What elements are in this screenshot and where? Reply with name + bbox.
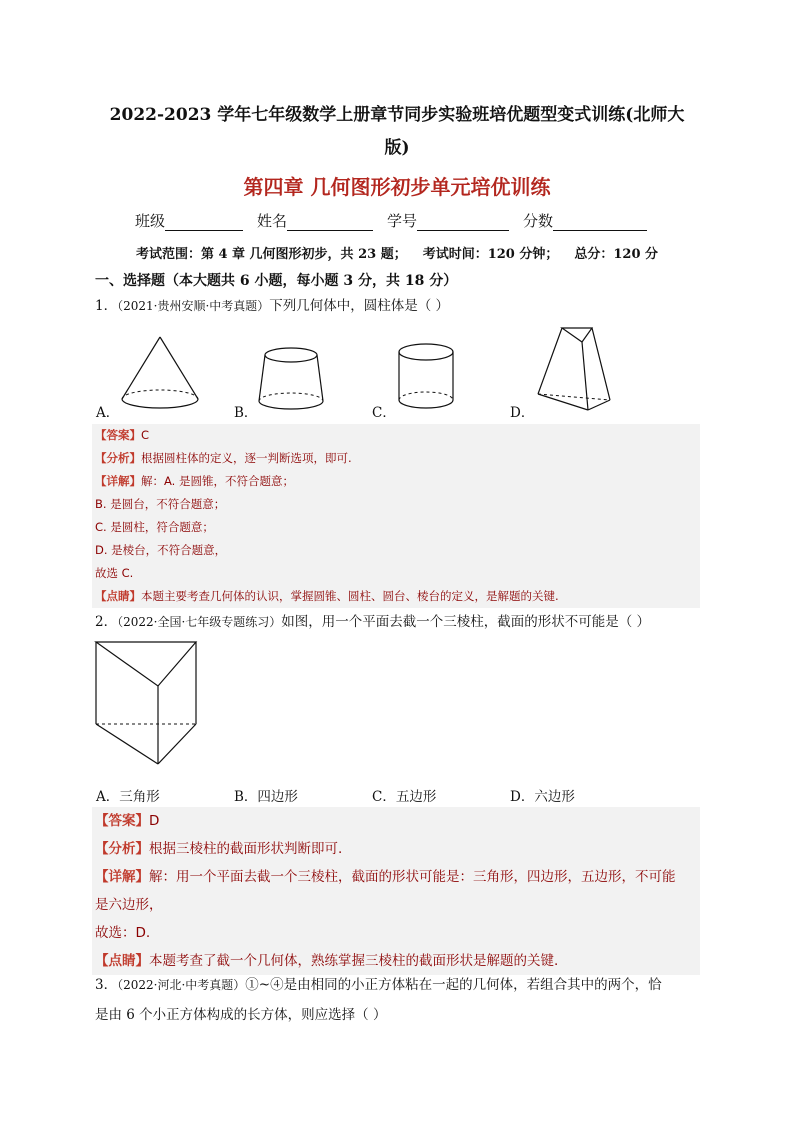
detail-text: 解：用一个平面去截一个三棱柱，截面的形状可能是：三角形，四边形，五边形，不可能 [149, 869, 676, 885]
question-1-text: 下列几何体中，圆柱体是（ ） [269, 298, 450, 314]
q1-option-b[interactable]: B． [234, 405, 258, 421]
conclusion-row [92, 919, 700, 947]
answer-row [92, 807, 700, 835]
student-info-fields [135, 210, 661, 231]
document-title-line1: 2022-2023 学年七年级数学上册章节同步实验班培优题型变式训练(北师大 [109, 105, 685, 125]
question-1-answer-block [92, 424, 700, 608]
answer-text: D [149, 813, 160, 829]
student-id-blank[interactable] [417, 214, 509, 231]
question-1-source: （2021·贵州安顺·中考真题） [117, 299, 270, 313]
detail-row [92, 863, 700, 891]
detail-text: C. 是圆柱，符合题意； [95, 520, 214, 534]
q2-option-a[interactable]: A．三角形 [96, 789, 160, 805]
question-2-number: 2． [95, 614, 118, 630]
answer-text: C [141, 428, 150, 442]
question-2-stem [95, 607, 700, 637]
analysis-tag: 【分析】 [95, 451, 141, 465]
name-field[interactable] [257, 210, 373, 231]
score-blank[interactable] [553, 214, 647, 231]
comment-text: 本题考查了截一个几何体，熟练掌握三棱柱的截面形状是解题的关键. [149, 953, 559, 969]
answer-row [92, 424, 700, 447]
analysis-text: 根据圆柱体的定义，逐一判断选项，即可. [141, 451, 352, 465]
question-2-answer-block [92, 807, 700, 975]
class-field[interactable] [135, 210, 243, 231]
class-blank[interactable] [165, 214, 243, 231]
question-3-line1 [95, 970, 700, 1000]
comment-text: 本题主要考查几何体的认识，掌握圆锥、圆柱、圆台、棱台的定义，是解题的关键. [141, 589, 559, 603]
question-3-line2: 是由 6 个小正方体构成的长方体，则应选择（ ） [95, 1007, 387, 1023]
comment-tag: 【点睛】 [95, 953, 149, 969]
question-3-number: 3． [95, 977, 118, 993]
conclusion-text: 故选 C. [95, 566, 134, 580]
name-blank[interactable] [287, 214, 373, 231]
answer-tag: 【答案】 [95, 428, 141, 442]
q1-option-d[interactable]: D． [510, 405, 535, 421]
question-3-text-line1: ①~④是由相同的小正方体粘在一起的几何体，若组合其中的两个，恰 [245, 977, 662, 993]
document-title-line2: 版) [384, 138, 410, 158]
detail-tag: 【详解】 [95, 869, 149, 885]
exam-time: 考试时间：120 分钟； [422, 247, 559, 262]
analysis-text: 根据三棱柱的截面形状判断即可. [149, 841, 343, 857]
student-id-field[interactable] [387, 210, 509, 231]
question-1-stem [95, 291, 700, 321]
comment-row [92, 585, 700, 608]
name-label: 姓名 [257, 212, 288, 230]
analysis-tag: 【分析】 [95, 841, 149, 857]
detail-row [92, 539, 700, 562]
q2-option-b[interactable]: B．四边形 [234, 789, 298, 805]
question-2-text: 如图，用一个平面去截一个三棱柱，截面的形状不可能是（ ） [281, 614, 651, 630]
class-label: 班级 [135, 212, 166, 230]
q2-option-d[interactable]: D．六边形 [510, 789, 575, 805]
cylinder-figure[interactable] [396, 340, 456, 416]
score-label: 分数 [523, 212, 554, 230]
prism-frustum-figure[interactable] [532, 324, 614, 416]
question-3-stem [95, 970, 700, 1030]
detail-row [92, 493, 700, 516]
detail-text: D. 是棱台，不符合题意， [95, 543, 227, 557]
comment-tag: 【点睛】 [95, 589, 141, 603]
total-score: 总分：120 分 [574, 247, 659, 262]
detail-text: B. 是圆台，不符合题意； [95, 497, 226, 511]
detail-row [92, 516, 700, 539]
exam-info [0, 243, 794, 262]
cone-figure[interactable] [118, 335, 206, 415]
triangular-prism-figure[interactable] [94, 638, 200, 768]
detail-row [92, 470, 700, 493]
question-1-number: 1． [95, 298, 118, 314]
question-3-source: （2022·河北·中考真题） [117, 978, 246, 992]
detail-text: 解：A. 是圆锥，不符合题意； [141, 474, 294, 488]
detail-text: 是六边形， [95, 897, 163, 913]
conclusion-row [92, 562, 700, 585]
detail-row [92, 891, 700, 919]
q1-option-a[interactable]: A． [96, 405, 120, 421]
conclusion-text: 故选：D. [95, 925, 151, 941]
answer-tag: 【答案】 [95, 813, 149, 829]
question-2-source: （2022·全国·七年级专题练习） [117, 615, 282, 629]
q2-option-c[interactable]: C．五边形 [372, 789, 437, 805]
chapter-title: 第四章 几何图形初步单元培优训练 [243, 175, 551, 199]
section-heading: 一、选择题（本大题共 6 小题，每小题 3 分，共 18 分） [95, 273, 458, 289]
analysis-row [92, 835, 700, 863]
q1-option-c[interactable]: C． [372, 405, 396, 421]
detail-tag: 【详解】 [95, 474, 141, 488]
student-id-label: 学号 [387, 212, 418, 230]
analysis-row [92, 447, 700, 470]
exam-scope: 考试范围：第 4 章 几何图形初步，共 23 题； [135, 247, 407, 262]
score-field[interactable] [523, 210, 647, 231]
frustum-figure[interactable] [254, 345, 328, 417]
